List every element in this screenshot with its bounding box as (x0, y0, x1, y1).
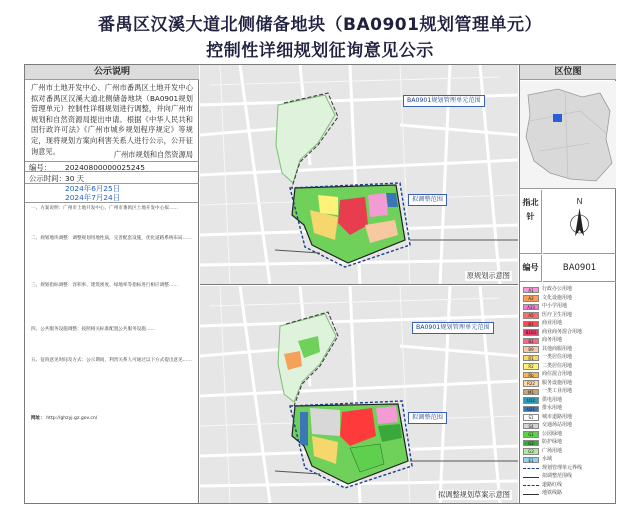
legend-swatch: M1 (523, 389, 539, 396)
explanation-para-4: 四、公共服务设施调整：按照相关标准配置公共服务设施…… (31, 326, 156, 332)
north-mark: N (576, 197, 583, 206)
legend-label: 供电用地 (542, 396, 563, 403)
legend-swatch: R22 (523, 380, 539, 387)
legend-label: 商业商务混合用地 (542, 328, 583, 335)
legend-item (523, 354, 615, 362)
notice-board (24, 64, 616, 504)
legend-item (523, 397, 615, 405)
legend (520, 283, 616, 503)
legend-label: 地铁线路 (542, 490, 563, 496)
legend-swatch: B9 (523, 346, 539, 353)
plan-explanation (31, 205, 193, 423)
legend-label: 公园绿地 (542, 430, 563, 437)
code-value: BA0901 (543, 255, 616, 282)
legend-label: 行政办公用地 (542, 286, 573, 292)
legend-swatch: S1 (523, 414, 539, 421)
number-value: 20240800000025245 (65, 163, 145, 172)
legend-label: 一类居住用地 (542, 354, 573, 360)
title-area (0, 0, 640, 62)
unit-boundary-callout-2: BA0901规划管理单元范围 (412, 322, 494, 334)
legend-label: 二类居住用地 (542, 362, 573, 369)
legend-swatch: B2 (523, 338, 539, 345)
notice-body: 广州市土地开发中心、广州市番禺区土地开发中心拟对番禺区汉溪大道北侧储备地块（BA0901规划管理单元）控制性详细规划进行调整，并向广州市规划和自然资源局提出申请。根据《中华人民共和国行政许可法》《广州市城乡规划程序规定》等规定，现将规划方案向利害关系人进行公示，公开征询意见。 (31, 83, 193, 156)
notice-heading: 公示说明 (25, 65, 199, 80)
legend-item (523, 346, 615, 354)
legend-swatch (523, 465, 539, 469)
number-label: 编号： (29, 163, 52, 172)
legend-item (523, 456, 615, 464)
legend-item (523, 295, 615, 303)
end-date-row (25, 192, 199, 203)
legend-item (523, 312, 615, 320)
legend-item (523, 490, 615, 498)
legend-label: 排水用地 (542, 405, 563, 411)
explanation-para-3: 三、规划指标调整：容积率、建筑密度、绿地率等指标进行相应调整…… (31, 283, 179, 289)
legend-swatch: G2 (523, 440, 539, 447)
legend-swatch: B1 (523, 321, 539, 328)
code-label: 编号 (520, 255, 542, 282)
legend-swatch (523, 491, 539, 495)
legend-label: 拟调整范围线 (542, 473, 573, 479)
legend-item (523, 465, 615, 473)
adjust-range-callout-2: 拟调整范围 (408, 412, 447, 424)
explanation-para-2: 二、规划地块调整：调整规划用地性质，完善配套设施，优化道路系统布局…… (31, 235, 192, 241)
legend-swatch: Rb (523, 372, 539, 379)
legend-label: 交通场站用地 (542, 422, 573, 428)
legend-label: 其他商服用地 (542, 345, 573, 352)
legend-label: 文化设施用地 (542, 294, 573, 301)
legend-label: 防护绿地 (542, 439, 563, 445)
location-map-drawing (520, 81, 616, 189)
location-heading: 区位图 (520, 65, 616, 80)
legend-item (523, 422, 615, 430)
legend-label: 道路红线 (542, 481, 563, 488)
legend-item (523, 388, 615, 396)
legend-label: 一类工业用地 (542, 388, 573, 394)
proposed-plan-map[interactable] (200, 286, 518, 503)
notice-number-row (25, 161, 199, 172)
legend-swatch: E1 (523, 457, 539, 464)
legend-item (523, 431, 615, 439)
legend-label: 商务用地 (542, 337, 563, 343)
legend-label: 广场用地 (542, 447, 563, 454)
legend-item (523, 414, 615, 422)
unit-boundary-callout: BA0901规划管理单元范围 (403, 95, 485, 107)
north-arrow-icon (543, 190, 616, 254)
location-map[interactable] (520, 81, 616, 189)
legend-label: 商业用地 (542, 320, 563, 326)
contact-link[interactable]: http://ghzyj.gz.gov.cn/ (46, 415, 98, 421)
legend-swatch (523, 474, 539, 478)
right-column (519, 65, 615, 503)
legend-label: 中小学用地 (542, 303, 568, 309)
legend-swatch: A33 (523, 304, 539, 311)
legend-item (523, 363, 615, 371)
legend-label: 商住混合用地 (542, 371, 573, 377)
notice-signature: 广州市规划和自然资源局 (113, 150, 193, 159)
legend-item (523, 303, 615, 311)
north-arrow-label: 指北针 (520, 190, 542, 254)
legend-item (523, 320, 615, 328)
legend-swatch: B1B2 (523, 329, 539, 336)
page-subtitle: 控制性详细规划征询意见公示 (206, 41, 434, 61)
legend-item (523, 337, 615, 345)
legend-swatch: S4 (523, 423, 539, 430)
legend-item (523, 286, 615, 294)
legend-swatch: A5 (523, 312, 539, 319)
legend-swatch (523, 482, 539, 486)
legend-swatch: G3 (523, 448, 539, 455)
legend-label: 规划管理单元界线 (542, 464, 583, 471)
proposed-map-caption: 拟调整规划草案示意图 (438, 490, 510, 499)
legend-swatch: G1 (523, 431, 539, 438)
legend-label: 医疗卫生用地 (542, 311, 573, 318)
period-label: 公示时间： (29, 174, 66, 183)
legend-label: 水域 (542, 456, 553, 462)
period-value: 30 天 (65, 174, 85, 183)
page-title: 番禺区汉溪大道北侧储备地块（BA0901规划管理单元） (98, 15, 542, 35)
legend-item (523, 371, 615, 379)
explanation-para-5: 五、征询意见时间及方式：公示期间，利害关系人可通过以下方式提出意见…… (31, 358, 192, 364)
legend-swatch: A2 (523, 295, 539, 302)
legend-item (523, 448, 615, 456)
contact-label: 网址： (31, 415, 45, 421)
legend-swatch: U21 (523, 406, 539, 413)
north-arrow-cell (543, 190, 616, 254)
adjust-range-callout: 拟调整范围 (408, 194, 447, 206)
legend-item (523, 482, 615, 490)
original-map-caption: 原规划示意图 (466, 271, 510, 280)
explanation-para-1: 一、方案说明：广州市土地开发中心、广州市番禺区土地开发中心拟…… (31, 206, 179, 211)
legend-swatch: R1 (523, 355, 539, 362)
legend-item (523, 405, 615, 413)
legend-item (523, 439, 615, 447)
legend-swatch: A1 (523, 287, 539, 294)
end-date: 2024年7月24日 (65, 193, 121, 202)
legend-label: 服务设施用地 (542, 379, 573, 386)
original-plan-map[interactable] (200, 65, 518, 285)
legend-item (523, 380, 615, 388)
legend-swatch: R2 (523, 363, 539, 370)
legend-label: 城市道路用地 (542, 413, 573, 420)
start-date: 2024年6月25日 (65, 184, 121, 193)
proposed-map-drawing (200, 286, 518, 503)
legend-item (523, 329, 615, 337)
legend-swatch: U12 (523, 397, 539, 404)
legend-item (523, 473, 615, 481)
left-column (25, 65, 199, 503)
